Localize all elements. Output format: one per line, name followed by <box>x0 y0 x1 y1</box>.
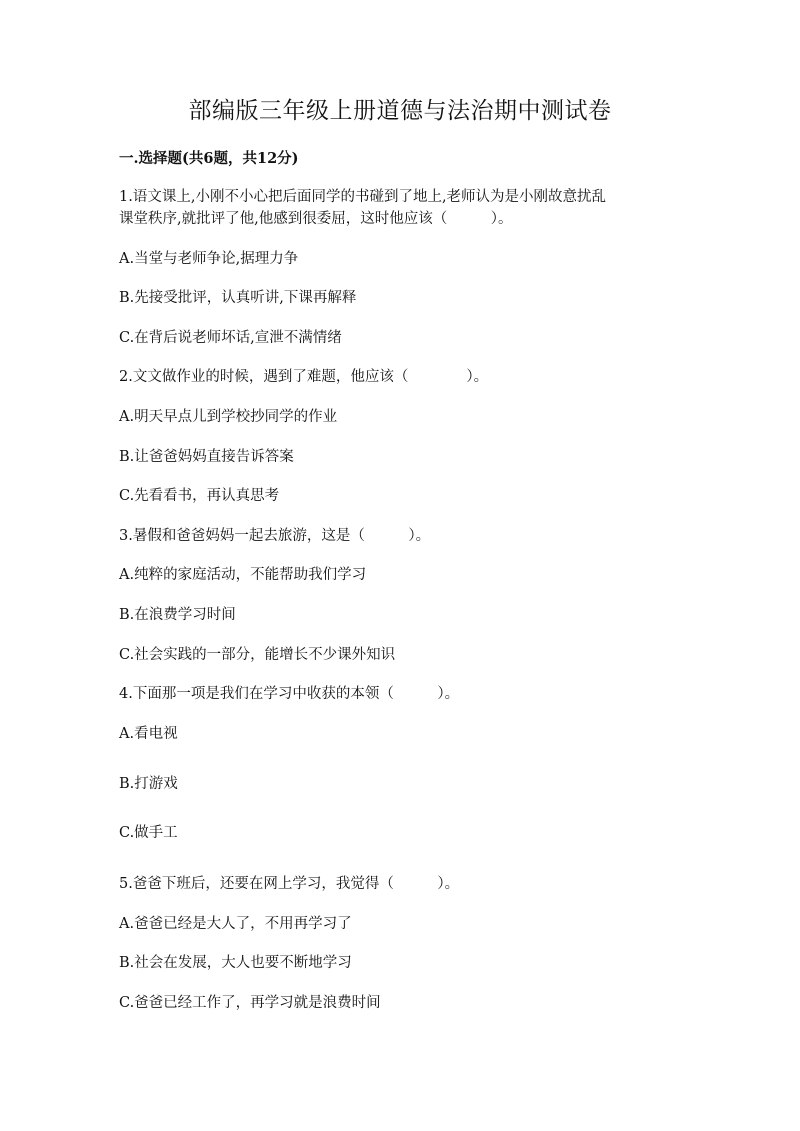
option-b: B.让爸爸妈妈直接告诉答案 <box>119 449 294 465</box>
option-c: C.在背后说老师坏话,宣泄不满情绪 <box>119 330 342 346</box>
option-b: B.打游戏 <box>119 776 178 792</box>
question-stem-line: 1.语文课上,小刚不小心把后面同学的书碰到了地上,老师认为是小刚故意扰乱 <box>119 189 607 205</box>
option-a: A.爸爸已经是大人了，不用再学习了 <box>119 916 352 932</box>
exam-title: 部编版三年级上册道德与法治期中测试卷 <box>188 98 612 124</box>
option-c: C.爸爸已经工作了，再学习就是浪费时间 <box>119 995 381 1011</box>
option-b: B.在浪费学习时间 <box>119 607 236 623</box>
option-c: C.先看看书，再认真思考 <box>119 488 280 504</box>
question-stem-line: 3.暑假和爸爸妈妈一起去旅游，这是（ ）。 <box>119 528 431 544</box>
option-b: B.社会在发展，大人也要不断地学习 <box>119 955 352 971</box>
option-c: C.社会实践的一部分，能增长不少课外知识 <box>119 647 396 663</box>
section-heading: 一.选择题(共6题，共12分) <box>119 150 299 167</box>
option-a: A.纯粹的家庭活动，不能帮助我们学习 <box>119 567 367 583</box>
option-a: A.当堂与老师争论,据理力争 <box>119 251 299 267</box>
option-a: A.看电视 <box>119 726 178 742</box>
option-c: C.做手工 <box>119 825 178 841</box>
option-a: A.明天早点儿到学校抄同学的作业 <box>119 409 338 425</box>
question-stem-line: 5.爸爸下班后，还要在网上学习，我觉得（ ）。 <box>119 876 460 892</box>
option-b: B.先接受批评，认真听讲,下课再解释 <box>119 290 357 306</box>
question-stem-line: 2.文文做作业的时候，遇到了难题，他应该（ ）。 <box>119 369 489 385</box>
question-stem-line: 课堂秩序,就批评了他,他感到很委屈，这时他应该（ ）。 <box>119 211 513 227</box>
question-stem-line: 4.下面那一项是我们在学习中收获的本领（ ）。 <box>119 686 460 702</box>
